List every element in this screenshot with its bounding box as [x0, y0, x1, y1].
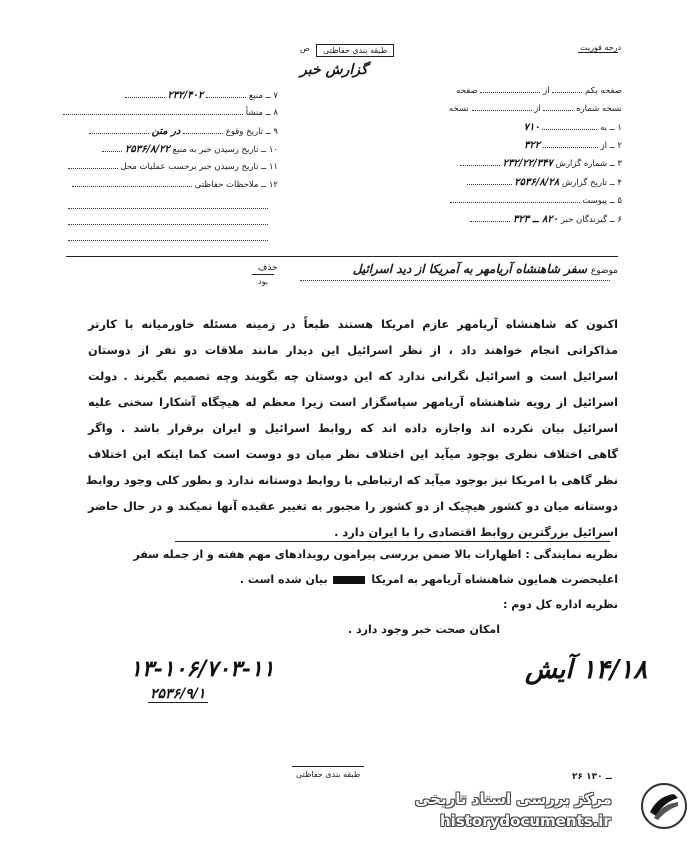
field-label: ۵ ــ پیوست [582, 196, 622, 206]
body-line: دوستانه میان دو کشور هیچیک از دو کشور را مجبور به تغییر عقیده آنها نمیکند و در حال حاضر [88, 499, 618, 513]
field-value: ۲۵۳۶/۸/۲۲ [125, 144, 170, 155]
field-value: ۲۳۲/۲۲/۳۴۷ [502, 158, 553, 169]
classification-bottom: طبقه بندی حفاظتی [296, 770, 361, 779]
field-report-date [467, 177, 622, 188]
subject-row [353, 262, 618, 276]
subject-underline [300, 280, 610, 281]
field-label: ۹ ــ تاریخ وقوع [225, 127, 278, 137]
opinion-row [133, 548, 618, 561]
field-label: صفحه یکم [585, 86, 622, 96]
field-value: ۲۵۳۶/۸/۲۸ [514, 177, 560, 188]
opinion-2: نظریه اداره کل دوم : [503, 598, 618, 611]
body-line: گاهی اختلاف نظری بوجود میآید این اختلاف نظر میان دو دوست است کما اینکه این اختلاف [88, 447, 618, 461]
priority-label: درجه فوریت [580, 43, 622, 52]
body-line: اسرائیل بیان نکرده اند واجازه داده اند که روابط اسرائیل و ایران برقرار باشد . واگر [88, 421, 618, 435]
field-recipients [470, 214, 622, 225]
opinion-row-2 [240, 573, 618, 586]
field-label: ۸ ــ منشأ [245, 108, 278, 118]
classification-top: طبقه بندی حفاظتی [316, 44, 394, 57]
page-code: ۲۶ ــ ۱۳۰ [572, 772, 612, 782]
field-value: ۲۳۲/۴۰۲ [167, 90, 204, 101]
field-received-date [102, 144, 278, 155]
field-occurrence-date [89, 126, 278, 137]
subject-text: سفر شاهنشاه آریامهر به آمریکا از دید اسرائیل [352, 262, 588, 276]
opinion-label: نظریه نمایندگی : [525, 548, 618, 561]
handwritten-number: ۱۳-۱۰۶/۷۰۳-۱۱ [130, 656, 275, 682]
field-label: ۱۰ ــ تاریخ رسیدن خبر به منبع [172, 145, 278, 155]
body-underline [175, 541, 610, 542]
header-divider [66, 256, 618, 257]
field-end: صفحه [456, 86, 478, 96]
field-page [456, 86, 622, 96]
blank-line [68, 224, 268, 225]
subject-side-line [252, 274, 274, 275]
date-underline [148, 702, 208, 703]
field-mid: از [543, 86, 550, 96]
priority-underline [578, 52, 618, 53]
body-line: نظر گاهی با امریکا نیز بوجود میآید که ارتباطی با روابط دوستانه ندارد و بطور کلی وجود روابط [85, 473, 618, 487]
body-line: اسرائیل بزرگترین روابط اقتصادی را با ایران دارد . [334, 525, 618, 539]
body-line: مذاکراتی انجام خواهند داد ، از نظر اسرائیل این دیدار مانند ملاقات دو نفر از دوستان [88, 343, 618, 357]
opinion-line2: اعلیحضرت همایون شاهنشاه آریامهر به امریکا [371, 573, 618, 586]
field-label: ۲ ــ از [600, 141, 622, 151]
classification-bottom-line [292, 766, 364, 767]
field-mid: از [534, 104, 541, 114]
watermark-url: historydocuments.ir [440, 812, 611, 830]
field-value: در متن [151, 126, 181, 137]
subject-side-top: حذف [258, 263, 278, 273]
field-label: ۷ ــ منبع [248, 91, 278, 101]
page-title: گزارش خبر [300, 62, 368, 78]
redaction-mark [333, 576, 365, 584]
field-label: ۱۱ ــ تاریخ رسیدن خبر برحسب عملیات محل [120, 162, 278, 172]
field-label: نسخه شماره [576, 104, 622, 114]
body-line: اسرائیل از رویه شاهنشاه آریامهر سپاسگزار است زیرا معظم له هیچگاه آشکارا سخنی علیه [88, 395, 618, 409]
field-label: ۴ ــ تاریخ گزارش [561, 178, 622, 188]
left-code: ص [300, 44, 310, 53]
body-line: اسرائیل است و اسرائیل نگرانی ندارد که این دوستان چه بگویند وچه تصمیم بگیرند . دولت [88, 369, 618, 383]
handwritten-date: ۲۵۳۶/۹/۱ [150, 686, 206, 702]
field-report-number [460, 158, 622, 169]
body-line: اکنون که شاهنشاه آریامهر عازم امریکا هستند طبعاً در زمینه مسئله خاورمیانه با کارتر [88, 317, 618, 331]
field-end: نسخه [448, 104, 469, 114]
field-source [125, 90, 278, 101]
field-ops-date [68, 162, 278, 172]
watermark-title: مرکز بررسی اسناد تاریخی [415, 790, 612, 808]
field-label: ۱ ــ به [600, 123, 622, 133]
field-security-notes [72, 180, 278, 190]
field-value: ۸۲۰ ــ ۳۲۳ [513, 214, 559, 225]
field-value: ۳۲۲ [524, 140, 541, 151]
opinion-line1: اظهارات بالا ضمن بررسی پیرامون رویدادهای مهم هفته و از جمله سفر [133, 548, 522, 561]
field-copy [449, 104, 622, 114]
field-label: ۳ ــ شماره گزارش [555, 159, 622, 169]
field-to [524, 122, 622, 133]
subject-side-bottom: بود [258, 277, 268, 286]
blank-line [68, 240, 268, 241]
subject-label: موضوع [590, 266, 618, 276]
field-origin [63, 108, 278, 118]
field-from [524, 140, 622, 151]
opinion-3: امکان صحت خبر وجود دارد . [348, 623, 500, 636]
opinion-line2-end: بیان شده است . [239, 573, 328, 586]
field-value: ۷۱۰ [523, 122, 540, 133]
watermark-book-icon [640, 782, 688, 834]
blank-line [68, 208, 268, 209]
field-label: ۱۲ ــ ملاحظات حفاظتی [194, 180, 278, 190]
field-label: ۶ ــ گیرندگان خبر [560, 215, 622, 225]
field-attachment [450, 196, 622, 206]
signature: ۱۴/۱۸ آیش [525, 655, 648, 685]
